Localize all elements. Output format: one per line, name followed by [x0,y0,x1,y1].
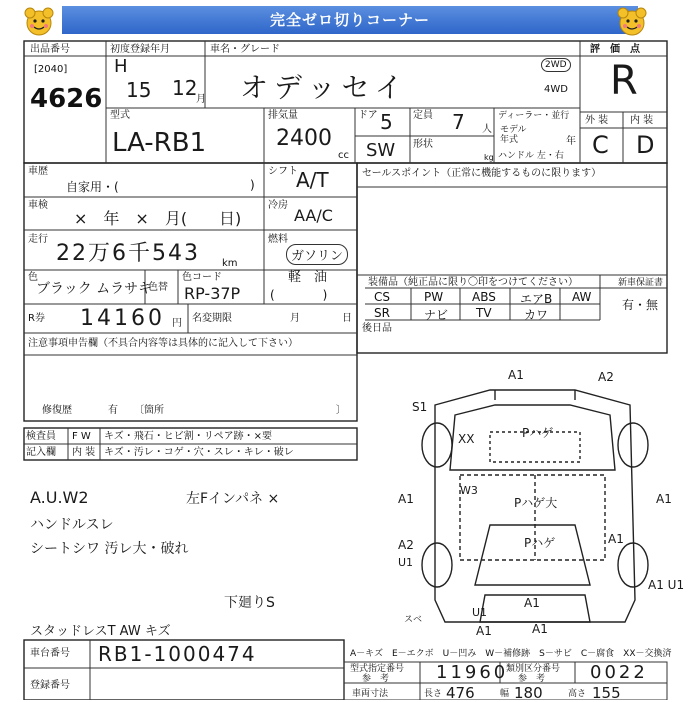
disp-value: 2400 [276,126,332,151]
remark-line: スタッドレスT AW キズ [30,624,171,639]
equip-sr: SR [374,306,390,320]
width-label: 幅 [500,689,510,699]
shape-label: 形状 [413,139,433,150]
int-label: 内 装 [72,447,96,458]
shift-label: シフト [268,166,298,177]
class-no: 0022 [590,662,648,683]
damage-mark: A1 [508,368,524,382]
interior-label: 内 装 [630,115,654,126]
shift-value: A/T [296,168,329,192]
damage-mark: スベ [404,615,423,625]
month-value: 12 [172,76,198,100]
door-label: ドア [358,110,378,121]
model-value: LA-RB1 [112,128,207,158]
damage-mark: Pハゲ [522,426,554,440]
color-code: RP-37P [184,284,241,303]
first-reg-label: 初度登録年月 [110,44,170,55]
length-label: 長さ [424,689,443,699]
equip-navi: ナビ [424,308,449,322]
fuel-alt: 軽 油 [288,270,328,285]
remark-line: 下廻りS [224,595,275,611]
repair-close: 〕 [336,405,346,416]
year-unit: 年 [566,136,576,147]
mileage-unit: km [222,258,238,269]
fuel-value: ガソリン [286,244,348,265]
remark-line: シートシワ 汚レ大・破れ [30,541,189,557]
lot-number: 4626 [30,84,103,114]
chassis-value: RB1-1000474 [98,642,257,666]
use-label: 車歴 [28,166,48,177]
capacity-label: 定員 [413,110,433,121]
type-no: 11960 [436,662,509,683]
model-year-label: モデル年式 [500,125,527,145]
inspector-label: 検査員 [26,431,56,442]
damage-mark: A1 [524,596,540,610]
damage-mark: S1 [412,400,428,414]
height-label: 高さ [568,689,587,699]
fw-label: F W [72,431,91,442]
rename-label: 名変期限 [192,313,232,324]
era-value: H [114,56,128,77]
interior-grade: D [636,131,655,159]
fw-items: キズ・飛石・ヒビ割・リペア跡・×要 [104,431,272,442]
damage-mark: Pハゲ [524,536,556,550]
drive-4wd: 4WD [544,84,568,95]
ac-value: AA/C [294,206,333,225]
rear-seat-label: 後日品 [362,323,392,334]
month-unit: 月 [196,94,206,105]
model-label: 型式 [110,110,130,121]
equip-leather: カワ [524,308,549,322]
rename-month: 月 [290,313,300,324]
notes-label: 注意事項申告欄（不具合内容等は具体的に記入して下さい） [28,338,298,349]
repair-value: 有 [108,405,118,416]
inspect-value: × 年 × 月( 日) [74,209,242,228]
width-value: 180 [514,684,543,702]
color-code-label: 色コード [182,272,222,283]
damage-mark: Pハゲ大 [514,496,558,510]
size-label: 車両寸法 [352,689,389,699]
dealer-label: ディーラー・並行 [498,111,570,121]
damage-mark: A1 U1 [648,578,685,592]
door-value: 5 [380,110,393,134]
fuel-paren: ( ) [270,288,328,302]
equip-airbag: エアB [520,292,553,306]
weight-unit: kg [484,153,494,162]
repair-label: 修復歴 [42,405,72,416]
damage-mark: A1 [656,492,672,506]
warranty-value: 有・無 [622,298,659,312]
capacity-unit: 人 [482,124,492,135]
eval-score: R [610,58,638,104]
damage-mark: U1 [398,556,414,569]
damage-mark: A1 [608,532,624,546]
lot-label: 出品番号 [30,44,70,55]
car-name: オデッセイ [240,71,409,104]
shape-value: SW [366,140,396,161]
damage-mark: XX [458,432,475,446]
recolor-label: 色替 [148,282,168,293]
damage-mark: A1 [532,622,548,636]
class-sub: 参 考 [518,674,546,684]
length-value: 476 [446,684,475,702]
ac-label: 冷房 [268,200,288,211]
class-label: 類別区分番号 [506,664,561,674]
mileage-label: 走行 [28,234,48,245]
color-value: ブラック ムラサキ [36,281,153,297]
color-label: 色 [28,272,38,283]
use-close: ) [250,178,255,192]
damage-mark: A1 [398,492,414,506]
year-value: 15 [126,78,152,102]
damage-mark: A2 [398,538,414,552]
fuel-label: 燃料 [268,234,288,245]
eval-label: 評 価 点 [590,44,640,55]
lot-code: [2040] [34,64,68,75]
use-value: 自家用・( [66,180,119,194]
equip-abs: ABS [472,290,496,304]
damage-mark: U1 [472,606,488,619]
r-label: R券 [28,313,45,324]
damage-mark: A2 [598,370,614,384]
disp-unit: cc [338,150,349,161]
r-value: 14160 [80,306,165,331]
sales-point-label: セールスポイント（正常に機能するものに限ります） [362,168,602,179]
handle-label: ハンドル 左・右 [498,151,564,161]
remark-line: A.U.W2 [30,488,89,507]
exterior-label: 外 装 [585,115,609,126]
car-name-label: 車名・グレード [210,44,280,55]
reg-label: 登録番号 [30,680,70,691]
height-value: 155 [592,684,621,702]
inspect-label: 車検 [28,200,48,211]
damage-legend: A－キズ E－エクボ U－凹み W－補修跡 S－サビ C－腐食 XX－交換済 [350,649,672,659]
equip-aw: AW [572,290,592,304]
damage-mark: A1 [476,624,492,638]
inspector-entry-label: 記入欄 [26,447,56,458]
equip-cs: CS [374,290,390,304]
chassis-label: 車台番号 [30,648,70,659]
repair-part: 〔箇所 [134,405,164,416]
remark-line: 左Fインパネ × [186,491,280,507]
equipment-label: 装備品（純正品に限り〇印をつけてください） [368,277,578,288]
equip-tv: TV [476,306,492,320]
page-title: 完全ゼロ切りコーナー [62,6,638,34]
exterior-grade: C [592,131,609,159]
remark-line: ハンドルスレ [30,517,114,533]
rename-day: 日 [342,313,352,324]
warranty-label: 新車保証書 [618,278,664,288]
r-unit: 円 [172,318,182,329]
mileage-value: 22万6千543 [56,241,200,266]
drive-2wd: 2WD [541,58,571,72]
int-items: キズ・汚レ・コゲ・穴・スレ・キレ・破レ [104,447,294,458]
damage-mark: W3 [460,484,478,497]
type-no-sub: 参 考 [362,674,390,684]
disp-label: 排気量 [268,110,298,121]
capacity-value: 7 [452,110,465,134]
equip-pw: PW [424,290,444,304]
type-no-label: 型式指定番号 [350,664,405,674]
